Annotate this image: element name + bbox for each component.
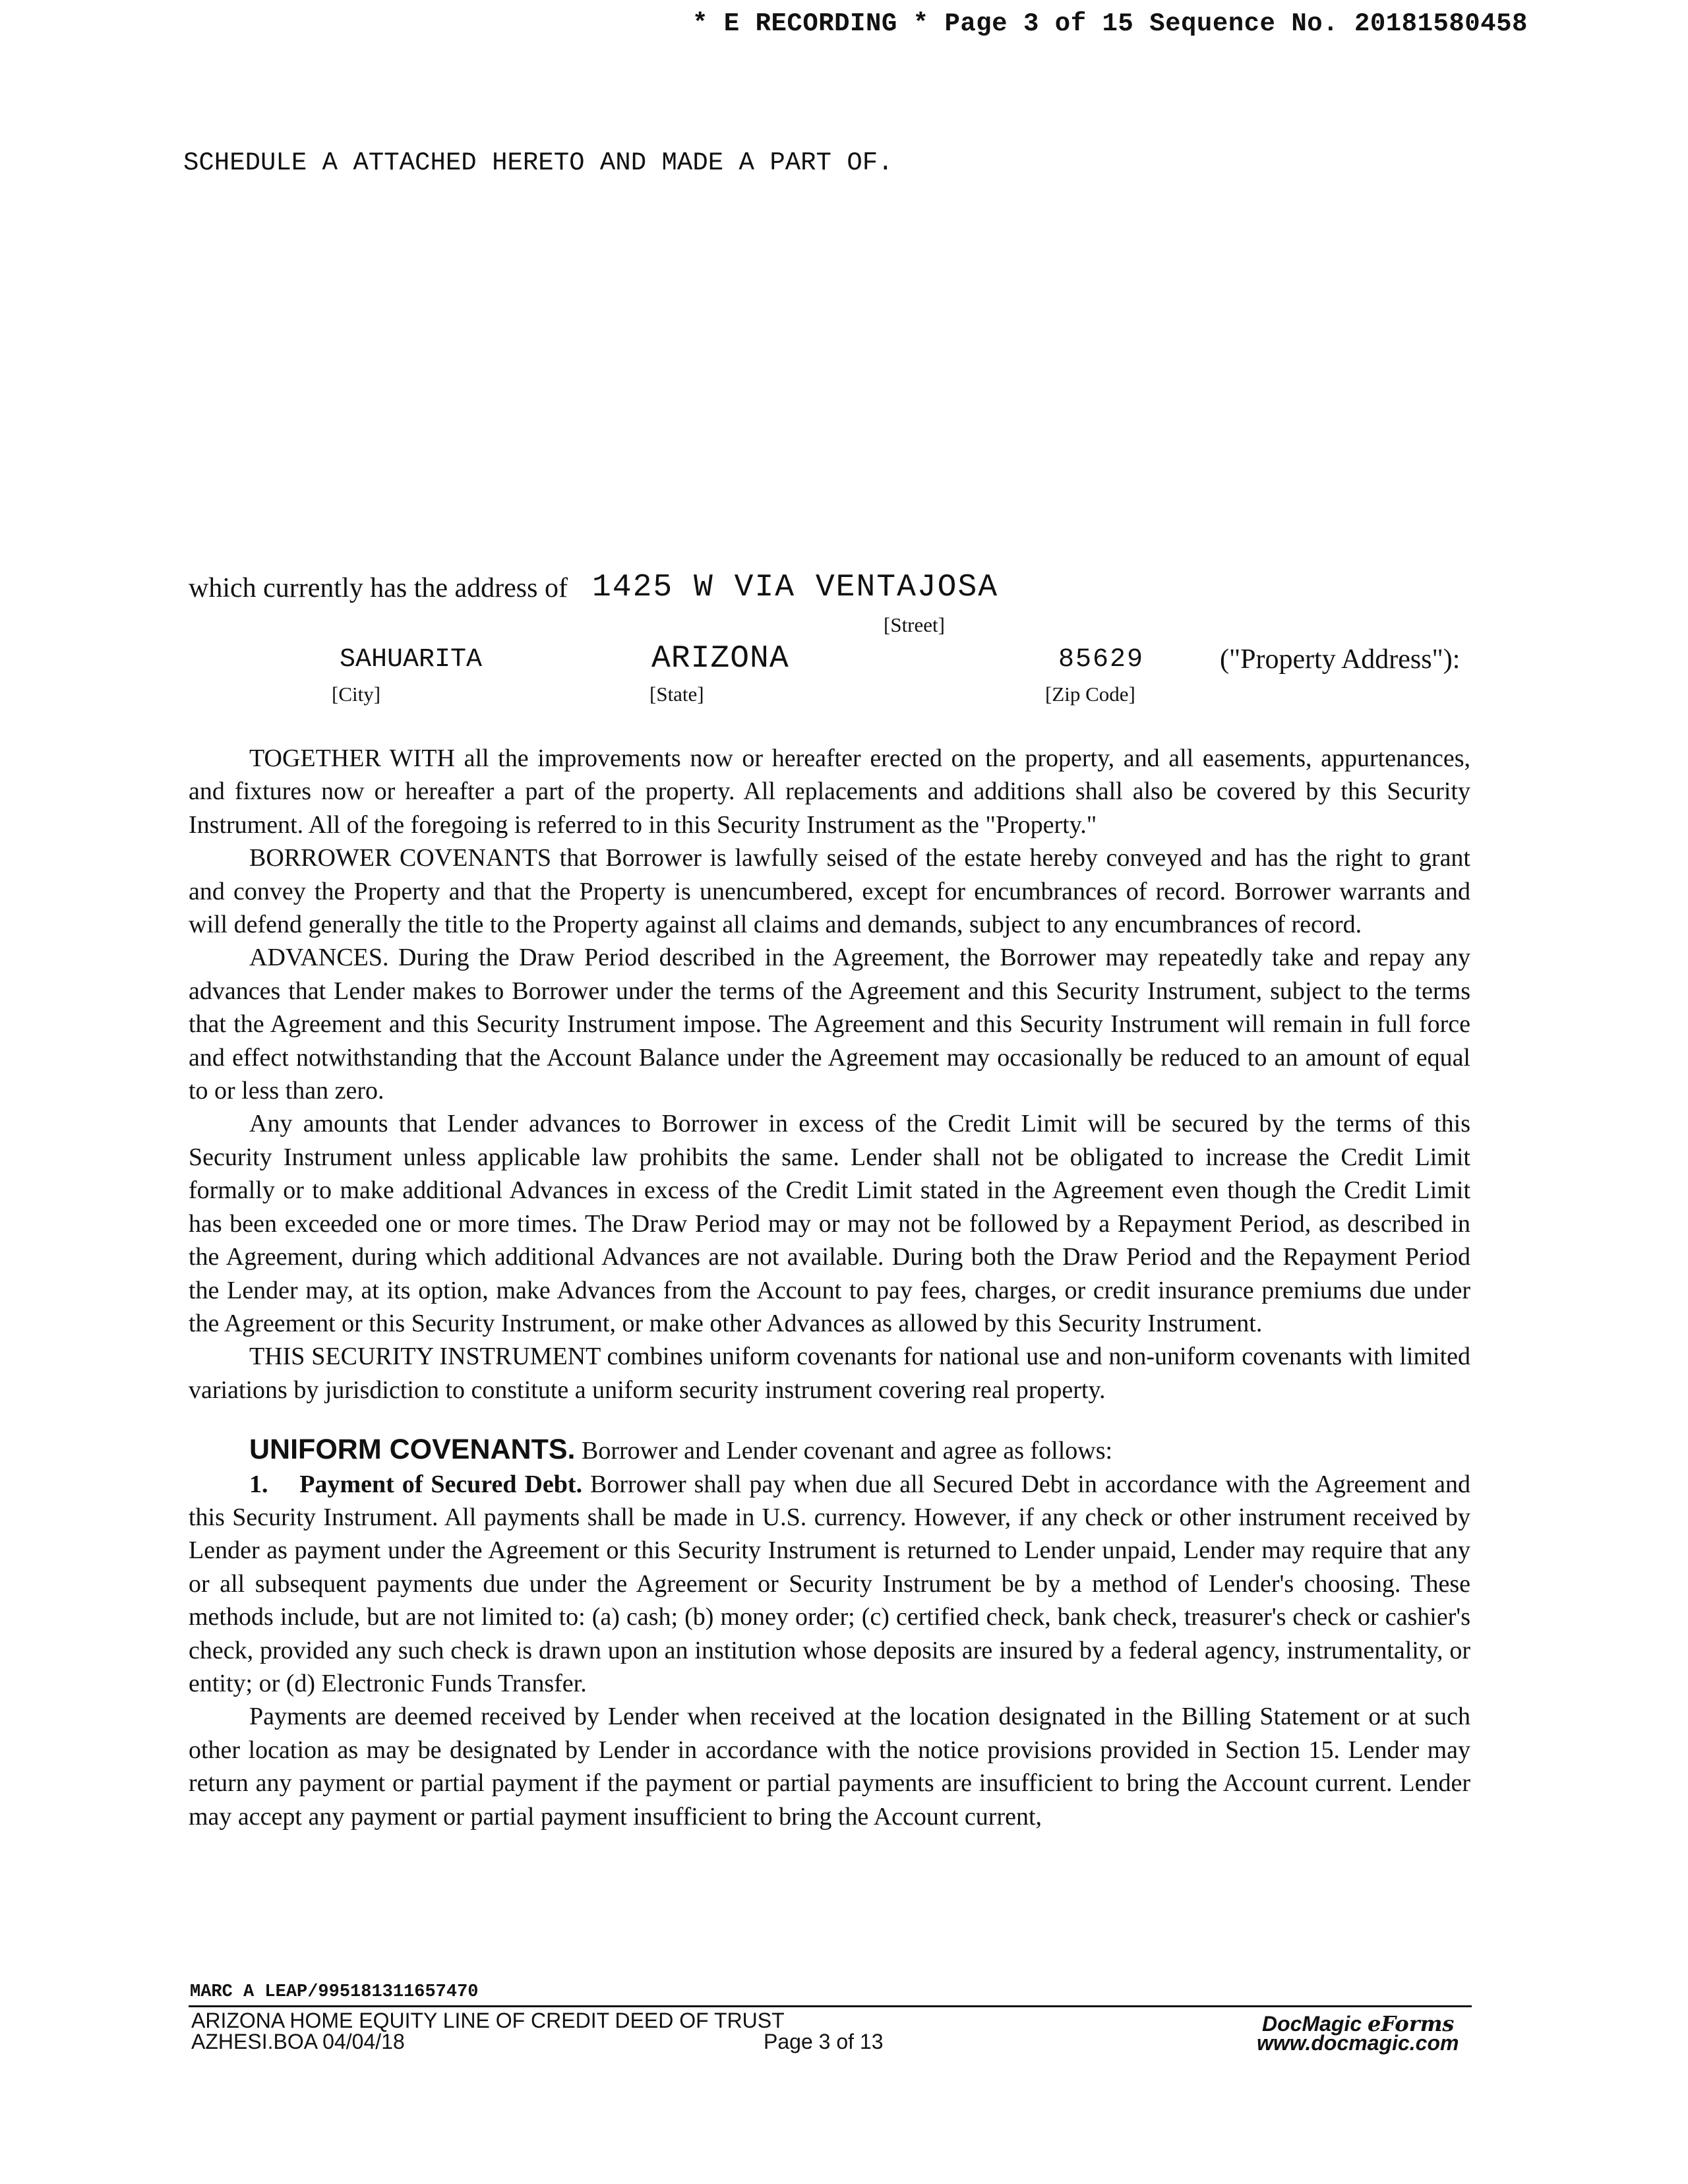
any-amounts-paragraph: Any amounts that Lender advances to Borrower in excess of the Credit Limit will be secured by the terms of this Security Instrument unless applicable law prohibits the same. Lender shall not be obligated to increase the Credit Limit formally or to make additional Advances in excess of the Credit Limit stated in the Agreement even though the Credit Limit has been exceeded one or more times. The Draw Period may or may not be followed by a Repayment Period, as described in the Agreement, during which additional Advances are not available. During both the Draw Period and the Repayment Period the Lender may, at its option, make Advances from the Account to pay fees, charges, or credit insurance premiums due under the Agreement or this Security Instrument, or make other Advances as allowed by this Security Instrument.: [189, 1110, 1470, 1337]
borrower-covenants-paragraph: BORROWER COVENANTS that Borrower is lawfully seised of the estate hereby conveyed and has the right to grant and convey the Property and that the Property is unencumbered, except for encumbrances of record. Borrower warrants and will defend generally the title to the Property against all claims and demands, subject to any encumbrances of record.: [189, 844, 1470, 939]
document-body: [189, 742, 1470, 1833]
together-with-paragraph: TOGETHER WITH all the improvements now or hereafter erected on the property, and all easements, appurtenances, and fixtures now or hereafter a part of the property. All replacements and additions shall also be covered by this Security Instrument. All of the foregoing is referred to in this Security Instrument as the "Property.": [189, 744, 1470, 839]
uniform-covenants-paragraph: [189, 1433, 1470, 1467]
state-value: ARIZONA: [651, 641, 789, 677]
zip-label: [Zip Code]: [1045, 682, 1135, 706]
uniform-covenants-text: Borrower and Lender covenant and agree as follows:: [582, 1437, 1113, 1465]
recording-header: * E RECORDING * Page 3 of 15 Sequence No. 20181580458: [692, 9, 1528, 38]
docmagic-url: www.docmagic.com: [1257, 2031, 1459, 2055]
brand-name: DocMagic: [1262, 2012, 1362, 2036]
form-code: AZHESI.BOA 04/04/18: [191, 2030, 405, 2053]
loan-id: MARC A LEAP/995181311657470: [190, 1982, 479, 2002]
section-1-title: Payment of Secured Debt.: [299, 1470, 583, 1498]
city-value: SAHUARITA: [340, 645, 483, 675]
zip-value: 85629: [1058, 645, 1145, 675]
eforms-mark: eForms: [1368, 2011, 1455, 2036]
form-title: ARIZONA HOME EQUITY LINE OF CREDIT DEED OF TRUST: [191, 2009, 785, 2032]
section-1-text: Borrower shall pay when due all Secured Debt in accordance with the Agreement and this Security Instrument. All payments shall be made in U.S. currency. However, if any check or other instrument received by Lender as payment under the Agreement or this Security Instrument is returned to Lender unpaid, Lender may require that any or all subsequent payments due under the Agreement or Security Instrument be by a method of Lender's choosing. These methods include, but are not limited to: (a) cash; (b) money order; (c) certified check, bank check, treasurer's check or cashier's check, provided any such check is drawn upon an institution whose deposits are insured by a federal agency, instrumentality, or entity; or (d) Electronic Funds Transfer.: [189, 1470, 1471, 1697]
section-1-paragraph: [189, 1468, 1470, 1701]
page-number: Page 3 of 13: [764, 2030, 884, 2053]
uniform-covenants-heading: UNIFORM COVENANTS.: [249, 1434, 576, 1466]
advances-paragraph: ADVANCES. During the Draw Period described in the Agreement, the Borrower may repeatedly take and repay any advances that Lender makes to Borrower under the terms of the Agreement and this Security Instrument, subject to the terms that the Agreement and this Security Instrument impose. The Agreement and this Security Instrument will remain in full force and effect notwithstanding that the Account Balance under the Agreement may occasionally be reduced to an amount of equal to or less than zero.: [189, 944, 1470, 1105]
payments-deemed-paragraph: Payments are deemed received by Lender when received at the location designated in the Billing Statement or at such other location as may be designated by Lender in accordance with the notice provisions provided in Section 15. Lender may return any payment or partial payment if the payment or partial payments are insufficient to bring the Account current. Lender may accept any payment or partial payment insufficient to bring the Account current,: [189, 1703, 1470, 1831]
schedule-a-line: SCHEDULE A ATTACHED HERETO AND MADE A PART OF.: [183, 148, 893, 177]
section-1-number: 1.: [249, 1470, 268, 1498]
street-label: [Street]: [884, 613, 945, 636]
city-label: [City]: [332, 682, 381, 706]
street-value: 1425 W VIA VENTAJOSA: [592, 570, 999, 605]
footer-divider: [189, 2005, 1472, 2007]
address-lead-text: which currently has the address of: [189, 573, 568, 603]
property-address-label: ("Property Address"):: [1220, 644, 1461, 675]
this-security-instrument-paragraph: THIS SECURITY INSTRUMENT combines uniform covenants for national use and non-uniform covenants with limited variations by jurisdiction to constitute a uniform security instrument covering real property.: [189, 1343, 1470, 1404]
state-label: [State]: [649, 682, 704, 706]
